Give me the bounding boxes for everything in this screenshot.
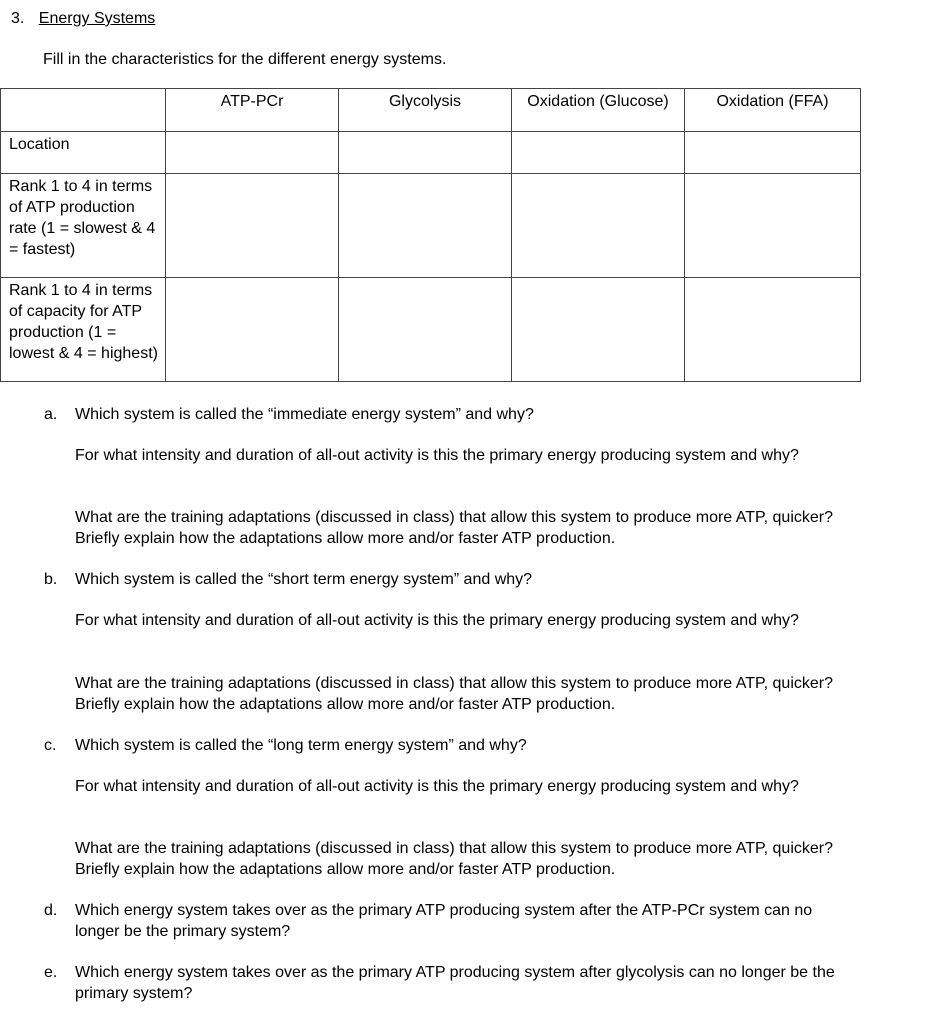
subquestion: What are the training adaptations (discussed in class) that allow this system to produce more ATP, quicker? Briefly explain how the adaptations allow more and/or faster ATP production. xyxy=(75,675,833,713)
answer-cell[interactable] xyxy=(685,278,861,382)
header-glycolysis: Glycolysis xyxy=(339,89,512,132)
question-c xyxy=(44,735,844,756)
answer-cell[interactable] xyxy=(512,132,685,174)
section-title: Energy Systems xyxy=(38,10,156,27)
section-heading xyxy=(11,8,155,29)
question-text: Which energy system takes over as the primary ATP producing system after the ATP-PCr system can no longer be the primary system? xyxy=(75,902,813,940)
subquestion: What are the training adaptations (discussed in class) that allow this system to produce more ATP, quicker? Briefly explain how the adaptations allow more and/or faster ATP production. xyxy=(75,509,833,547)
question-letter: a. xyxy=(44,406,58,423)
answer-cell[interactable] xyxy=(339,278,512,382)
instruction: Fill in the characteristics for the different energy systems. xyxy=(43,51,447,68)
header-oxidation-ffa: Oxidation (FFA) xyxy=(685,89,861,132)
answer-cell[interactable] xyxy=(166,174,339,278)
question-letter: d. xyxy=(44,902,58,919)
row-label-production-rate: Rank 1 to 4 in terms of ATP production rate (1 = slowest & 4 = fastest) xyxy=(1,174,166,278)
subquestion: What are the training adaptations (discussed in class) that allow this system to produce more ATP, quicker? Briefly explain how the adaptations allow more and/or faster ATP production. xyxy=(75,840,833,878)
subquestion: For what intensity and duration of all-out activity is this the primary energy producing system and why? xyxy=(75,612,799,629)
answer-cell[interactable] xyxy=(685,174,861,278)
question-letter: e. xyxy=(44,964,58,981)
question-e xyxy=(44,962,844,1004)
question-b xyxy=(44,569,844,590)
header-atp-pcr: ATP-PCr xyxy=(166,89,339,132)
question-letter: c. xyxy=(44,737,57,754)
header-empty xyxy=(1,89,166,132)
answer-cell[interactable] xyxy=(512,278,685,382)
row-label-location: Location xyxy=(1,132,166,174)
section-number: 3. xyxy=(11,10,25,27)
answer-cell[interactable] xyxy=(339,132,512,174)
question-text: Which system is called the “long term energy system” and why? xyxy=(75,737,527,754)
question-letter: b. xyxy=(44,571,58,588)
question-a xyxy=(44,404,844,425)
answer-cell[interactable] xyxy=(166,278,339,382)
question-d xyxy=(44,900,844,942)
question-text: Which energy system takes over as the primary ATP producing system after glycolysis can no longer be the primary system? xyxy=(75,964,835,1002)
subquestion: For what intensity and duration of all-out activity is this the primary energy producing system and why? xyxy=(75,778,799,795)
question-text: Which system is called the “short term energy system” and why? xyxy=(75,571,533,588)
subquestion: For what intensity and duration of all-out activity is this the primary energy producing system and why? xyxy=(75,447,799,464)
answer-cell[interactable] xyxy=(166,132,339,174)
energy-systems-table xyxy=(0,88,861,382)
question-text: Which system is called the “immediate energy system” and why? xyxy=(75,406,534,423)
answer-cell[interactable] xyxy=(512,174,685,278)
row-label-capacity: Rank 1 to 4 in terms of capacity for ATP production (1 = lowest & 4 = highest) xyxy=(1,278,166,382)
header-oxidation-glucose: Oxidation (Glucose) xyxy=(512,89,685,132)
answer-cell[interactable] xyxy=(339,174,512,278)
answer-cell[interactable] xyxy=(685,132,861,174)
